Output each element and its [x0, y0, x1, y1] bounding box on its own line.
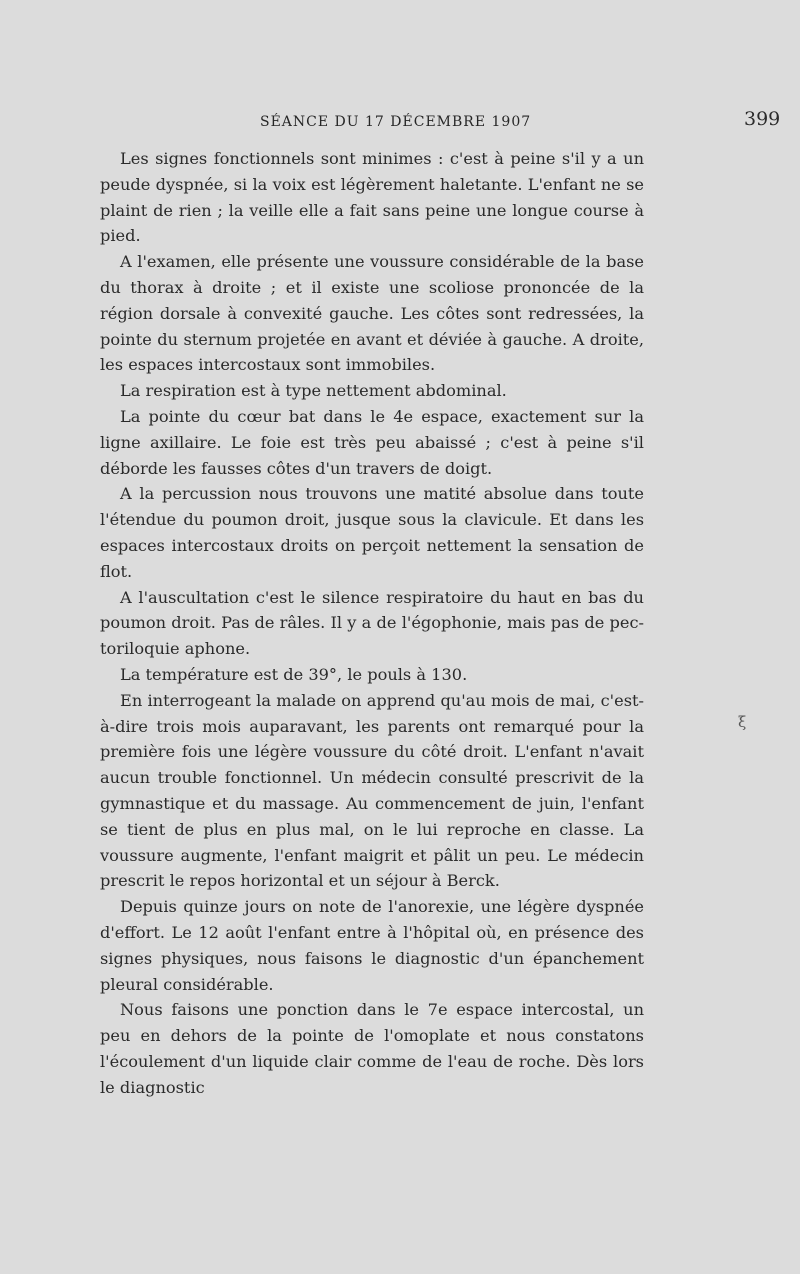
paragraph: A la percussion nous trouvons une matité absolue dans toute l'étendue du poumon droit, jusque sous la clavicule. Et dans les espaces intercostaux droits on perçoit nettement la sensation de flot.	[100, 484, 644, 581]
body-text	[100, 146, 644, 1100]
paragraph: Depuis quinze jours on note de l'anorexie, une légère dyspnée d'effort. Le 12 août l'enfant entre à l'hôpital où, en présence des signes physiques, nous faisons le diagnostic d'un épanchement pleural considérable.	[100, 897, 644, 994]
paragraph: Nous faisons une ponction dans le 7e espace intercostal, un peu en dehors de la pointe de l'omoplate et nous constatons l'écoulement d'un liquide clair comme de l'eau de roche. Dès lors le diagnostic	[100, 1000, 644, 1097]
paragraph: La pointe du cœur bat dans le 4e espace, exactement sur la ligne axillaire. Le foie est très peu abaissé ; c'est à peine s'il déborde les fausses côtes d'un travers de doigt.	[100, 406, 644, 478]
running-title: SÉANCE DU 17 DÉCEMBRE 1907	[260, 114, 532, 130]
paragraph: La respiration est à type nettement abdominal.	[120, 381, 507, 401]
page-number: 399	[744, 108, 781, 130]
paragraph: En interrogeant la malade on apprend qu'au mois de mai, c'est-à-dire trois mois auparavant, les parents ont remarqué pour la première fois une légère voussure du côté droit. L'enfant n'avait aucun trouble fonctionnel. Un médecin consulté prescrivit de la gymnastique et du massage. Au commencement de juin, l'enfant se tient de plus en plus mal, on le lui reproche en classe. La voussure augmente, l'enfant maigrit et pâlit un peu. Le médecin prescrit le repos horizontal et un séjour à Berck.	[100, 690, 644, 891]
paragraph: A l'auscultation c'est le silence respiratoire du haut en bas du poumon droit. Pas de râles. Il y a de l'égophonie, mais pas de pectoriloquie aphone.	[100, 587, 644, 659]
margin-mark: ξ	[738, 713, 747, 731]
paragraph: A l'examen, elle présente une voussure considérable de la base du thorax à droite ; et il existe une scoliose prononcée de la région dorsale à convexité gauche. Les côtes sont redressées, la pointe du sternum projetée en avant et déviée à gauche. A droite, les espaces intercostaux sont immobiles.	[100, 252, 644, 375]
paragraph: La température est de 39°, le pouls à 130.	[120, 664, 468, 684]
paragraph: Les signes fonctionnels sont minimes : c'est à peine s'il y a un peude dyspnée, si la voix est légèrement haletante. L'enfant ne se plaint de rien ; la veille elle a fait sans peine une longue course à pied.	[100, 149, 644, 246]
